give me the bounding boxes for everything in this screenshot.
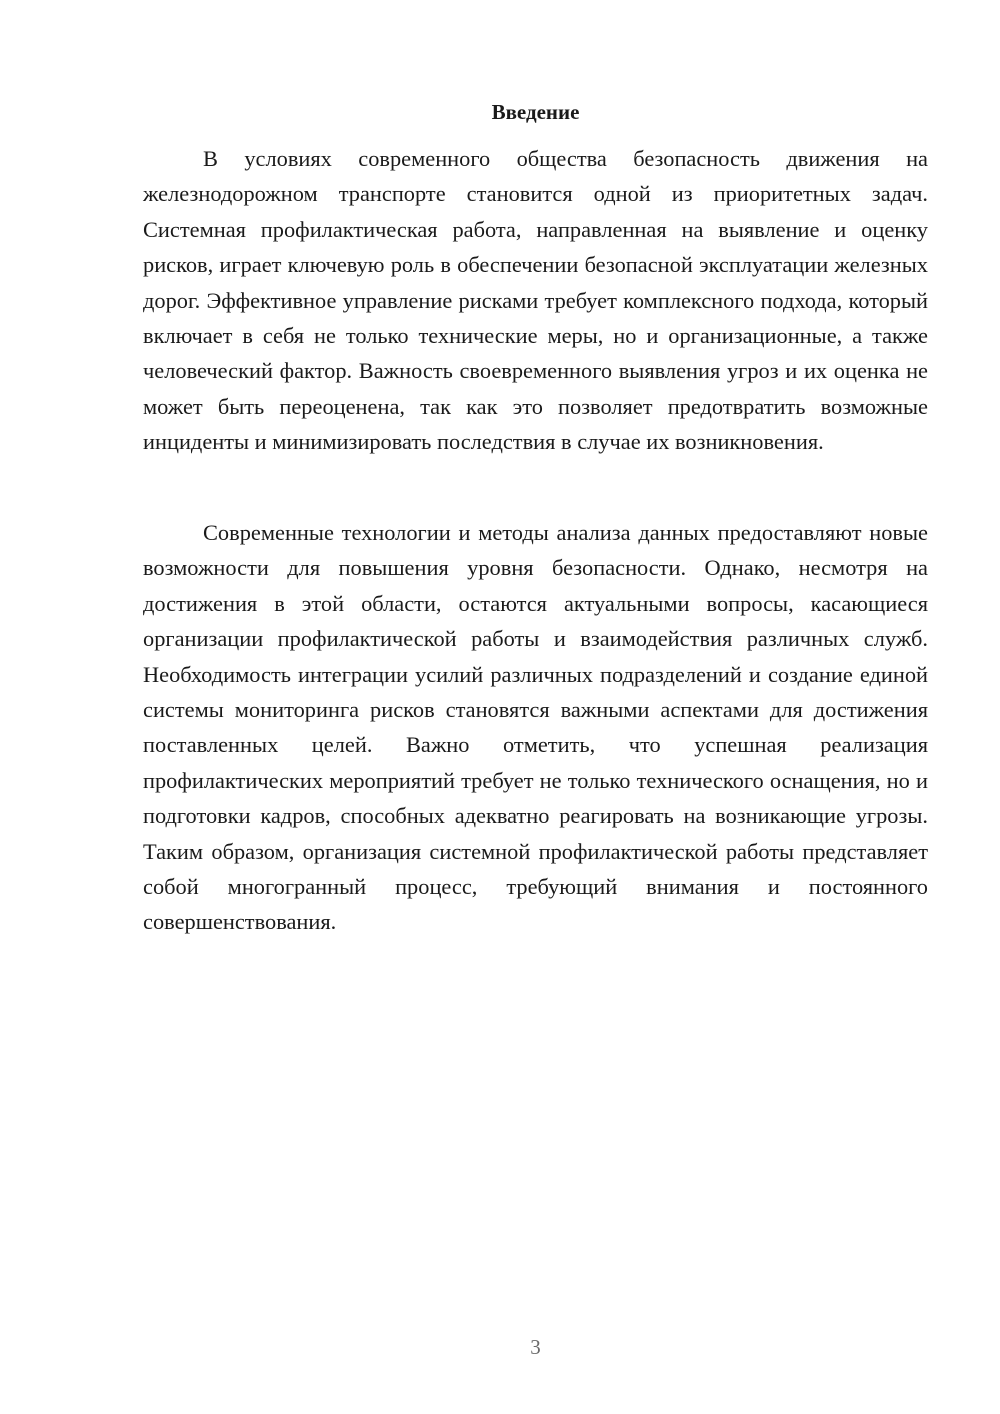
paragraph-technologies: Современные технологии и методы анализа данных предоставляют новые возможности для повышения уровня безопасности. Однако, несмотря на достижения в этой области, остаются актуальными вопросы, касающиеся организации профилактической работы и взаимодействия различных служб. Необходимость интеграции усилий различных подразделений и создание единой системы мониторинга рисков становятся важными аспектами для достижения поставленных целей. Важно отметить, что успешная реализация профилактических мероприятий требует не только технического оснащения, но и подготовки кадров, способных адекватно реагировать на возникающие угрозы. Таким образом, организация системной профилактической работы представляет собой многогранный процесс, требующий внимания и постоянного совершенствования. bbox=[143, 520, 928, 935]
page-number: 3 bbox=[530, 1335, 541, 1359]
page-title: Введение bbox=[491, 100, 580, 124]
paragraph-intro: В условиях современного общества безопасность движения на железнодорожном транспорте становится одной из приоритетных задач. Системная профилактическая работа, направленная на выявление и оценку рисков, играет ключевую роль в обеспечении безопасной эксплуатации железных дорог. Эффективное управление рисками требует комплексного подхода, который включает в себя не только технические меры, но и организационные, а также человеческий фактор. Важность своевременного выявления угроз и их оценка не может быть переоценена, так как это позволяет предотвратить возможные инциденты и минимизировать последствия в случае их возникновения. bbox=[143, 146, 928, 455]
